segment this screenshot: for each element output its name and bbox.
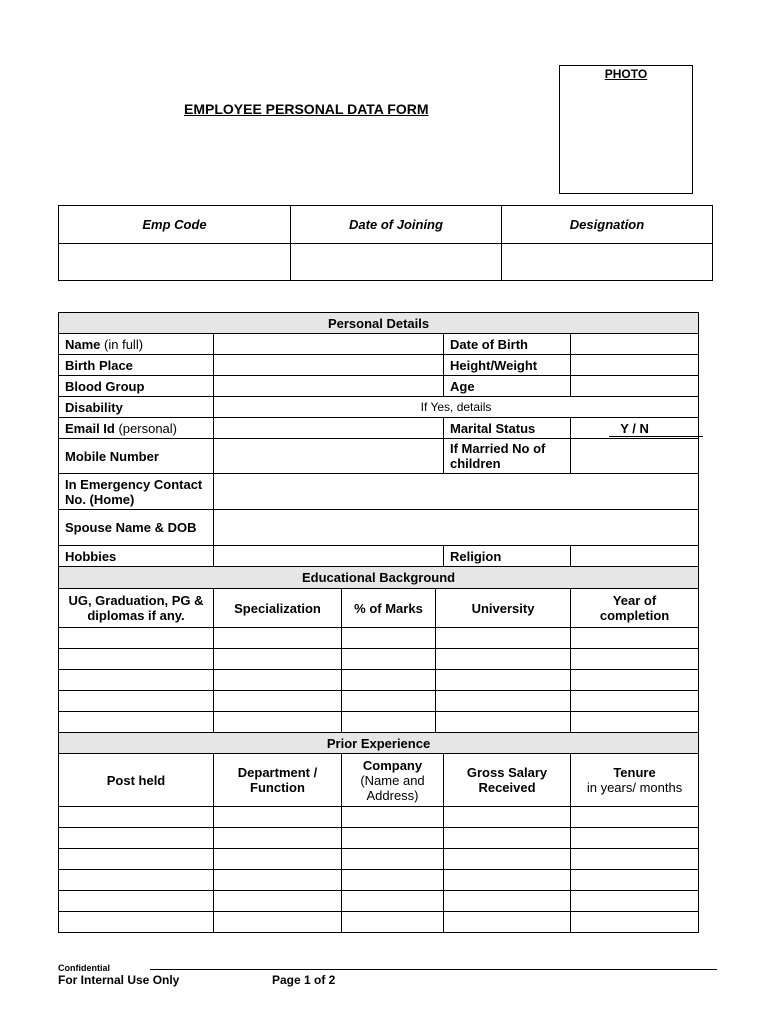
education-cell[interactable] <box>214 712 342 733</box>
education-row <box>59 649 699 670</box>
education-cell[interactable] <box>436 628 571 649</box>
experience-cell[interactable] <box>59 849 214 870</box>
footer-divider <box>150 969 717 970</box>
experience-cell[interactable] <box>214 828 342 849</box>
footer-confidential: Confidential <box>58 963 110 973</box>
education-row <box>59 628 699 649</box>
footer-internal-use: For Internal Use Only <box>58 973 180 987</box>
experience-cell[interactable] <box>444 828 571 849</box>
designation-field[interactable] <box>502 244 713 281</box>
education-cell[interactable] <box>571 670 699 691</box>
experience-cell[interactable] <box>214 870 342 891</box>
education-university-header: University <box>436 589 571 628</box>
disability-label: Disability <box>59 397 214 418</box>
dob-label: Date of Birth <box>444 334 571 355</box>
personal-data-table <box>58 312 699 933</box>
education-cell[interactable] <box>59 628 214 649</box>
education-cell[interactable] <box>571 691 699 712</box>
experience-tenure-header: Tenure in years/ months <box>571 754 699 807</box>
children-field[interactable] <box>571 439 699 474</box>
experience-cell[interactable] <box>59 870 214 891</box>
education-cell[interactable] <box>59 691 214 712</box>
mobile-number-field[interactable] <box>214 439 444 474</box>
education-cell[interactable] <box>571 712 699 733</box>
experience-department-header: Department / Function <box>214 754 342 807</box>
education-cell[interactable] <box>214 649 342 670</box>
emergency-contact-label: In Emergency Contact No. (Home) <box>59 474 214 510</box>
experience-salary-header: Gross Salary Received <box>444 754 571 807</box>
experience-cell[interactable] <box>342 870 444 891</box>
experience-cell[interactable] <box>342 849 444 870</box>
footer-page-number: Page 1 of 2 <box>272 973 336 987</box>
experience-cell[interactable] <box>571 828 699 849</box>
education-specialization-header: Specialization <box>214 589 342 628</box>
education-cell[interactable] <box>342 628 436 649</box>
marital-status-underline <box>609 436 703 437</box>
experience-cell[interactable] <box>571 870 699 891</box>
experience-cell[interactable] <box>342 912 444 933</box>
experience-row <box>59 807 699 828</box>
hobbies-field[interactable] <box>214 546 444 567</box>
education-cell[interactable] <box>342 649 436 670</box>
education-marks-header: % of Marks <box>342 589 436 628</box>
blood-group-label: Blood Group <box>59 376 214 397</box>
religion-field[interactable] <box>571 546 699 567</box>
emp-code-field[interactable] <box>59 244 291 281</box>
date-of-joining-field[interactable] <box>291 244 502 281</box>
height-weight-label: Height/Weight <box>444 355 571 376</box>
education-year-header: Year of completion <box>571 589 699 628</box>
experience-cell[interactable] <box>342 828 444 849</box>
education-row <box>59 670 699 691</box>
experience-cell[interactable] <box>59 807 214 828</box>
education-cell[interactable] <box>436 649 571 670</box>
experience-cell[interactable] <box>444 912 571 933</box>
experience-row <box>59 849 699 870</box>
experience-cell[interactable] <box>444 870 571 891</box>
education-cell[interactable] <box>342 691 436 712</box>
blood-group-field[interactable] <box>214 376 444 397</box>
emergency-contact-field[interactable] <box>214 474 699 510</box>
disability-field[interactable]: If Yes, details <box>214 397 699 418</box>
education-cell[interactable] <box>214 670 342 691</box>
mobile-number-label: Mobile Number <box>59 439 214 474</box>
personal-details-section: Personal Details <box>59 313 699 334</box>
birth-place-field[interactable] <box>214 355 444 376</box>
education-cell[interactable] <box>436 670 571 691</box>
birth-place-label: Birth Place <box>59 355 214 376</box>
marital-status-label: Marital Status <box>444 418 571 439</box>
emp-code-header: Emp Code <box>59 206 291 244</box>
education-row <box>59 712 699 733</box>
height-weight-field[interactable] <box>571 355 699 376</box>
children-label: If Married No of children <box>444 439 571 474</box>
education-degree-header: UG, Graduation, PG & diplomas if any. <box>59 589 214 628</box>
dob-field[interactable] <box>571 334 699 355</box>
spouse-label: Spouse Name & DOB <box>59 510 214 546</box>
education-cell[interactable] <box>59 670 214 691</box>
designation-header: Designation <box>502 206 713 244</box>
experience-cell[interactable] <box>59 828 214 849</box>
date-of-joining-header: Date of Joining <box>291 206 502 244</box>
education-cell[interactable] <box>59 712 214 733</box>
experience-cell[interactable] <box>342 807 444 828</box>
experience-post-header: Post held <box>59 754 214 807</box>
education-row <box>59 691 699 712</box>
education-cell[interactable] <box>571 649 699 670</box>
education-cell[interactable] <box>342 670 436 691</box>
experience-cell[interactable] <box>214 807 342 828</box>
experience-row <box>59 891 699 912</box>
education-section: Educational Background <box>59 567 699 589</box>
experience-company-header: Company (Name and Address) <box>342 754 444 807</box>
experience-row <box>59 870 699 891</box>
form-title: EMPLOYEE PERSONAL DATA FORM <box>184 101 429 117</box>
experience-cell[interactable] <box>59 891 214 912</box>
experience-cell[interactable] <box>571 849 699 870</box>
experience-section: Prior Experience <box>59 733 699 754</box>
education-cell[interactable] <box>571 628 699 649</box>
experience-cell[interactable] <box>571 912 699 933</box>
employment-table <box>58 205 713 281</box>
experience-row <box>59 828 699 849</box>
photo-label: PHOTO <box>604 67 648 81</box>
name-label: Name (in full) <box>59 334 214 355</box>
email-field[interactable] <box>214 418 444 439</box>
experience-cell[interactable] <box>444 891 571 912</box>
education-cell[interactable] <box>59 649 214 670</box>
experience-cell[interactable] <box>571 891 699 912</box>
experience-cell[interactable] <box>214 891 342 912</box>
age-field[interactable] <box>571 376 699 397</box>
experience-row <box>59 912 699 933</box>
age-label: Age <box>444 376 571 397</box>
experience-cell[interactable] <box>59 912 214 933</box>
experience-cell[interactable] <box>571 807 699 828</box>
experience-cell[interactable] <box>214 912 342 933</box>
education-cell[interactable] <box>342 712 436 733</box>
photo-box <box>559 65 693 194</box>
experience-cell[interactable] <box>444 807 571 828</box>
marital-status-field[interactable]: Y / N <box>571 418 699 439</box>
email-label: Email Id (personal) <box>59 418 214 439</box>
education-cell[interactable] <box>436 691 571 712</box>
education-cell[interactable] <box>436 712 571 733</box>
spouse-field[interactable] <box>214 510 699 546</box>
name-field[interactable] <box>214 334 444 355</box>
experience-cell[interactable] <box>444 849 571 870</box>
education-cell[interactable] <box>214 628 342 649</box>
experience-cell[interactable] <box>214 849 342 870</box>
religion-label: Religion <box>444 546 571 567</box>
hobbies-label: Hobbies <box>59 546 214 567</box>
experience-cell[interactable] <box>342 891 444 912</box>
education-cell[interactable] <box>214 691 342 712</box>
